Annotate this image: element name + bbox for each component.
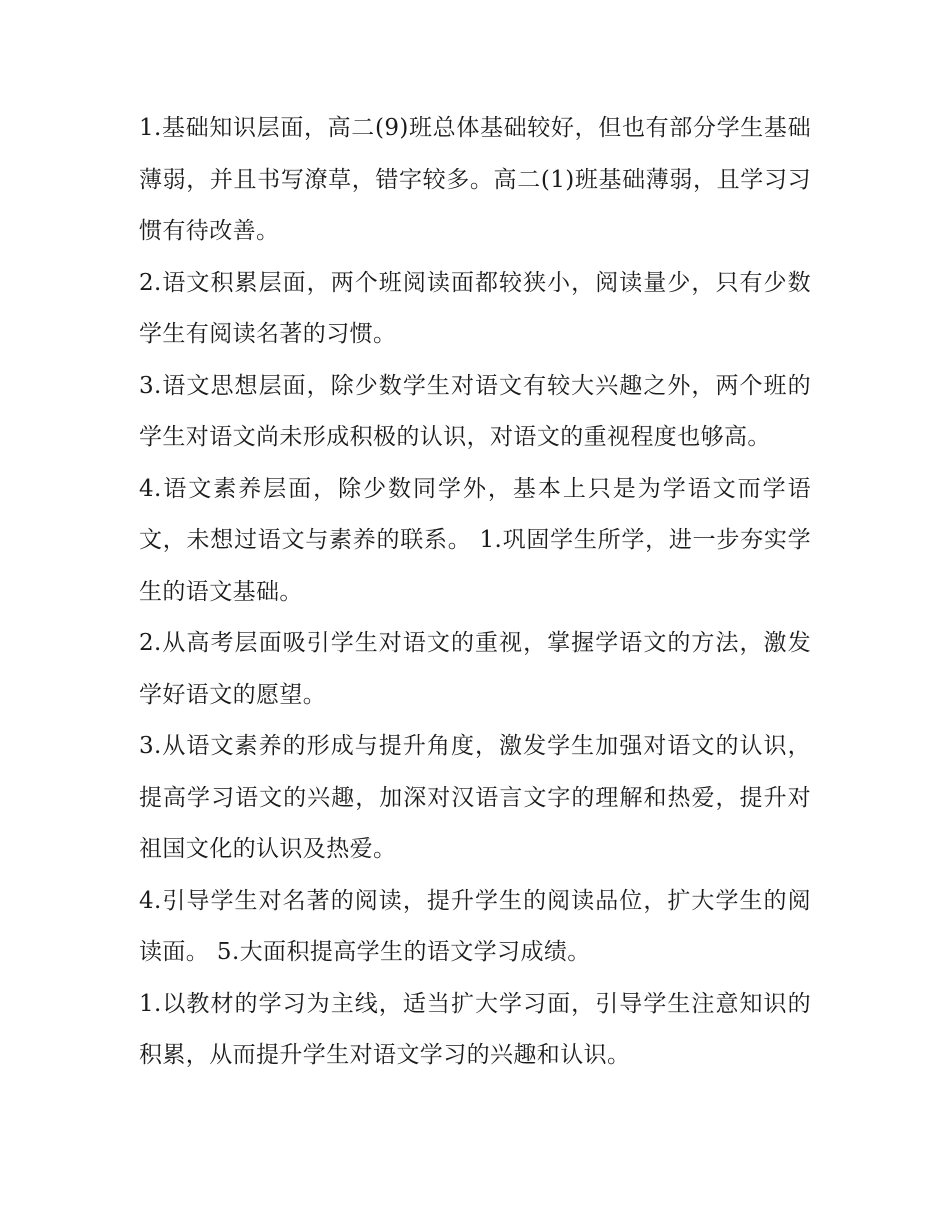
paragraph-goal-exam: 2.从高考层面吸引学生对语文的重视，掌握学语文的方法，激发学好语文的愿望。 [139,630,811,708]
paragraph-goal-literacy: 3.从语文素养的形成与提升角度，激发学生加强对语文的认识，提高学习语文的兴趣，加深对汉语言文字的理解和热爱，提升对祖国文化的认识及热爱。 [139,733,811,862]
document-body [139,103,811,1082]
paragraph-thinking: 3.语文思想层面，除少数学生对语文有较大兴趣之外，两个班的学生对语文尚未形成积极的认识，对语文的重视程度也够高。 [139,372,811,450]
paragraph-method-textbook: 1.以教材的学习为主线，适当扩大学习面，引导学生注意知识的积累，从而提升学生对语文学习的兴趣和认识。 [139,990,811,1068]
paragraph-accumulation: 2.语文积累层面，两个班阅读面都较狭小，阅读量少，只有少数学生有阅读名著的习惯。 [139,269,811,347]
paragraph-basic-knowledge: 1.基础知识层面，高二(9)班总体基础较好，但也有部分学生基础薄弱，并且书写潦草，错字较多。高二(1)班基础薄弱，且学习习惯有待改善。 [139,115,811,244]
paragraph-goal-reading: 4.引导学生对名著的阅读，提升学生的阅读品位，扩大学生的阅读面。 5.大面积提高学生的语文学习成绩。 [139,887,811,965]
paragraph-literacy: 4.语文素养层面，除少数同学外，基本上只是为学语文而学语文，未想过语文与素养的联系。 1.巩固学生所学，进一步夯实学生的语文基础。 [139,475,811,605]
